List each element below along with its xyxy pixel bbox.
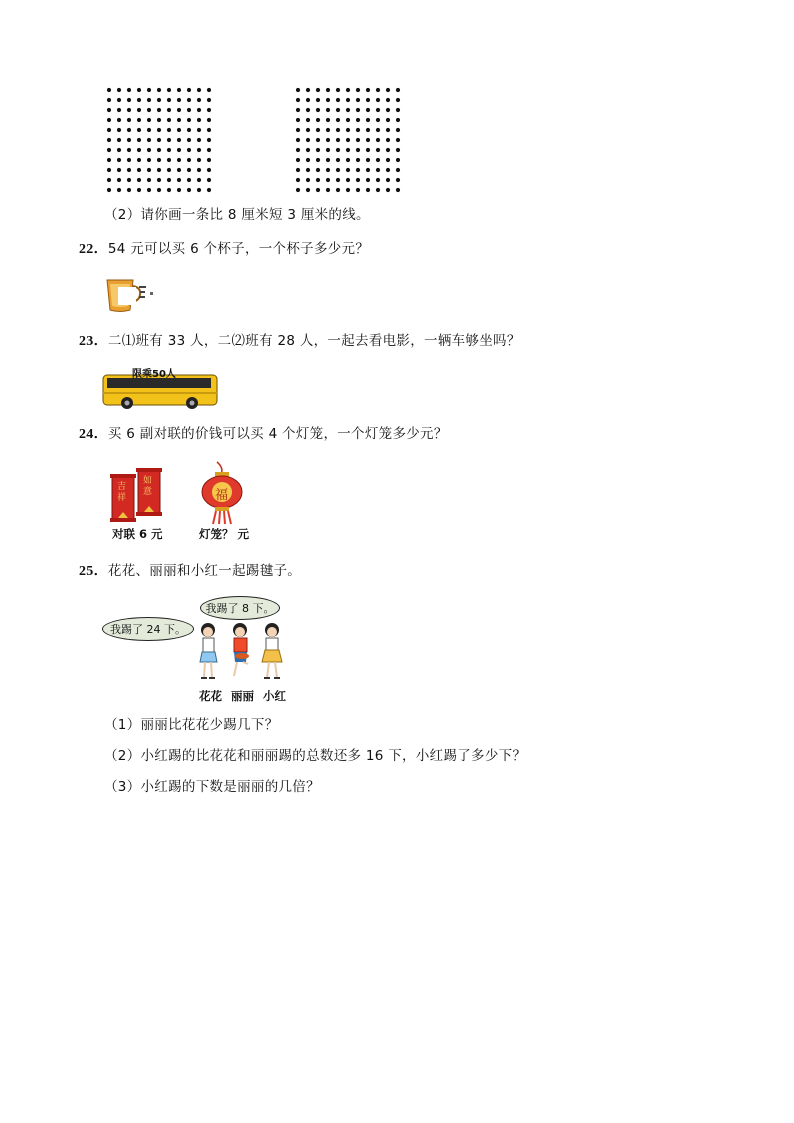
grid-dot (157, 98, 161, 102)
grid-dot (356, 178, 360, 182)
grid-dot (306, 98, 310, 102)
grid-dot (396, 88, 400, 92)
grid-dot (127, 158, 131, 162)
grid-dot (386, 178, 390, 182)
grid-dot (356, 118, 360, 122)
grid-dot (336, 158, 340, 162)
grid-dot (316, 148, 320, 152)
grid-dot (147, 88, 151, 92)
grid-dot (207, 128, 211, 132)
grid-dot (117, 158, 121, 162)
grid-dot (356, 168, 360, 172)
grid-dot (207, 168, 211, 172)
grid-dot (396, 118, 400, 122)
grid-dot (117, 148, 121, 152)
grid-dot (177, 148, 181, 152)
grid-dot (187, 108, 191, 112)
grid-dot (326, 128, 330, 132)
grid-dot (326, 88, 330, 92)
grid-dot (117, 178, 121, 182)
grid-dot (137, 108, 141, 112)
grid-dot (187, 98, 191, 102)
grid-dot (366, 128, 370, 132)
grid-dot (326, 168, 330, 172)
grid-dot (396, 158, 400, 162)
grid-dot (346, 178, 350, 182)
grid-dot (316, 158, 320, 162)
grid-dot (296, 138, 300, 142)
grid-dot (296, 88, 300, 92)
grid-dot (107, 178, 111, 182)
grid-dot (117, 168, 121, 172)
grid-dot (117, 128, 121, 132)
grid-dot (296, 158, 300, 162)
grid-dot (306, 138, 310, 142)
grid-dot (306, 108, 310, 112)
grid-dot (187, 88, 191, 92)
grid-dot (157, 158, 161, 162)
grid-dot (167, 148, 171, 152)
grid-dot (137, 138, 141, 142)
grid-dot (197, 148, 201, 152)
grid-dot (187, 178, 191, 182)
grid-dot (386, 108, 390, 112)
grid-dot (336, 178, 340, 182)
grid-dot (137, 158, 141, 162)
grid-dot (177, 88, 181, 92)
grid-dot (177, 128, 181, 132)
speech-bubble-huahua: 我踢了 24 下。 (102, 617, 194, 641)
couplet-left-text: 吉祥 (117, 482, 127, 503)
q25-line (79, 562, 301, 581)
grid-dot (326, 178, 330, 182)
grid-dot (167, 108, 171, 112)
grid-dot (356, 98, 360, 102)
grid-dot (187, 128, 191, 132)
grid-dot (127, 108, 131, 112)
grid-dot (326, 188, 330, 192)
grid-dot (117, 88, 121, 92)
grid-dot (167, 118, 171, 122)
grid-dot (346, 108, 350, 112)
grid-dot (207, 118, 211, 122)
grid-dot (197, 178, 201, 182)
children-illustration (196, 618, 286, 686)
grid-dot (316, 88, 320, 92)
grid-dot (147, 148, 151, 152)
grid-dot (117, 138, 121, 142)
grid-dot (346, 88, 350, 92)
grid-dot (197, 108, 201, 112)
grid-dot (167, 138, 171, 142)
grid-dot (366, 148, 370, 152)
grid-dot (296, 168, 300, 172)
grid-dot (157, 118, 161, 122)
dot-grid-right (293, 85, 403, 195)
q23-line (79, 332, 521, 351)
grid-dot (117, 188, 121, 192)
grid-dot (137, 128, 141, 132)
grid-dot (147, 158, 151, 162)
grid-dot (117, 118, 121, 122)
grid-dot (326, 108, 330, 112)
grid-dot (157, 188, 161, 192)
q25-number: 25． (79, 564, 108, 579)
grid-dot (326, 98, 330, 102)
grid-dot (107, 98, 111, 102)
grid-dot (127, 188, 131, 192)
grid-dot (167, 178, 171, 182)
grid-dot (306, 88, 310, 92)
grid-dot (147, 118, 151, 122)
grid-dot (356, 188, 360, 192)
grid-dot (346, 138, 350, 142)
grid-dot (306, 168, 310, 172)
grid-dot (306, 178, 310, 182)
grid-dot (157, 168, 161, 172)
grid-dot (366, 178, 370, 182)
grid-dot (147, 168, 151, 172)
speech-bubble-lili: 我踢了 8 下。 (200, 596, 280, 620)
grid-dot (386, 148, 390, 152)
grid-dot (107, 158, 111, 162)
q24-text: 买 6 副对联的价钱可以买 4 个灯笼，一个灯笼多少元？ (107, 426, 448, 442)
grid-dot (117, 98, 121, 102)
grid-dot (316, 98, 320, 102)
grid-dot (167, 88, 171, 92)
grid-dot (296, 188, 300, 192)
grid-dot (306, 158, 310, 162)
q25-part2: （2）小红踢的比花花和丽丽踢的总数还多 16 下，小红踢了多少下？ (104, 748, 527, 764)
grid-dot (147, 108, 151, 112)
grid-dot (177, 178, 181, 182)
grid-dot (396, 178, 400, 182)
grid-dot (366, 158, 370, 162)
grid-dot (386, 88, 390, 92)
grid-dot (137, 88, 141, 92)
grid-dot (396, 108, 400, 112)
grid-dot (107, 138, 111, 142)
grid-dot (147, 128, 151, 132)
grid-dot (336, 108, 340, 112)
grid-dot (187, 118, 191, 122)
grid-dot (157, 138, 161, 142)
grid-dot (107, 128, 111, 132)
grid-dot (197, 118, 201, 122)
grid-dot (386, 168, 390, 172)
grid-dot (207, 108, 211, 112)
grid-dot (177, 158, 181, 162)
grid-dot (107, 118, 111, 122)
grid-dot (157, 178, 161, 182)
grid-dot (296, 108, 300, 112)
grid-dot (346, 188, 350, 192)
grid-dot (376, 88, 380, 92)
q24-number: 24． (79, 427, 108, 442)
grid-dot (197, 138, 201, 142)
grid-dot (296, 148, 300, 152)
grid-dot (346, 118, 350, 122)
grid-dot (177, 108, 181, 112)
bus-capacity-label: 限乘50人 (132, 369, 176, 380)
grid-dot (127, 138, 131, 142)
grid-dot (396, 148, 400, 152)
grid-dot (177, 138, 181, 142)
grid-dot (366, 98, 370, 102)
grid-dot (316, 108, 320, 112)
grid-dot (107, 168, 111, 172)
grid-dot (147, 98, 151, 102)
grid-dot (207, 158, 211, 162)
grid-dot (376, 158, 380, 162)
grid-dot (396, 98, 400, 102)
grid-dot (207, 178, 211, 182)
grid-dot (316, 168, 320, 172)
grid-dot (187, 188, 191, 192)
grid-dot (177, 98, 181, 102)
name-huahua: 花花 (199, 689, 222, 703)
q22-line (79, 240, 369, 259)
grid-dot (127, 118, 131, 122)
grid-dot (167, 188, 171, 192)
grid-dot (147, 178, 151, 182)
grid-dot (376, 138, 380, 142)
dot-grid-left (104, 85, 214, 195)
grid-dot (197, 98, 201, 102)
grid-dot (137, 118, 141, 122)
q22-text: 54 元可以买 6 个杯子，一个杯子多少元？ (107, 241, 370, 257)
q25-part1: （1）丽丽比花花少踢几下？ (104, 717, 279, 733)
grid-dot (107, 88, 111, 92)
grid-dot (386, 98, 390, 102)
grid-dot (197, 88, 201, 92)
grid-dot (197, 168, 201, 172)
q25-text: 花花、丽丽和小红一起踢毽子。 (107, 563, 302, 579)
grid-dot (177, 118, 181, 122)
grid-dot (336, 148, 340, 152)
grid-dot (336, 188, 340, 192)
grid-dot (187, 158, 191, 162)
q24-line (79, 425, 448, 444)
grid-dot (197, 128, 201, 132)
grid-dot (356, 108, 360, 112)
grid-dot (207, 88, 211, 92)
grid-dot (157, 88, 161, 92)
grid-dot (147, 188, 151, 192)
grid-dot (376, 98, 380, 102)
grid-dot (366, 168, 370, 172)
grid-dot (127, 98, 131, 102)
grid-dot (157, 148, 161, 152)
q25-part3: （3）小红踢的下数是丽丽的几倍？ (104, 779, 320, 795)
grid-dot (187, 168, 191, 172)
grid-dot (366, 88, 370, 92)
grid-dot (386, 138, 390, 142)
grid-dot (296, 178, 300, 182)
grid-dot (167, 158, 171, 162)
grid-dot (366, 138, 370, 142)
grid-dot (187, 138, 191, 142)
grid-dot (386, 158, 390, 162)
grid-dot (356, 138, 360, 142)
grid-dot (316, 128, 320, 132)
grid-dot (137, 188, 141, 192)
grid-dot (107, 188, 111, 192)
grid-dot (147, 138, 151, 142)
grid-dot (296, 98, 300, 102)
name-xiaohong: 小红 (263, 689, 286, 703)
grid-dot (336, 98, 340, 102)
q21-part2: （2）请你画一条比 8 厘米短 3 厘米的线。 (104, 207, 370, 223)
grid-dot (376, 118, 380, 122)
grid-dot (167, 98, 171, 102)
q23-number: 23． (79, 334, 108, 349)
grid-dot (306, 188, 310, 192)
grid-dot (356, 148, 360, 152)
q22-number: 22． (79, 242, 108, 257)
grid-dot (326, 138, 330, 142)
grid-dot (386, 188, 390, 192)
grid-dot (396, 128, 400, 132)
grid-dot (396, 138, 400, 142)
grid-dot (356, 88, 360, 92)
grid-dot (306, 118, 310, 122)
grid-dot (346, 168, 350, 172)
grid-dot (207, 98, 211, 102)
caption-couplet: 对联 6 元 (112, 527, 163, 541)
grid-dot (396, 168, 400, 172)
grid-dot (127, 148, 131, 152)
grid-dot (376, 108, 380, 112)
grid-dot (207, 138, 211, 142)
grid-dot (177, 168, 181, 172)
grid-dot (336, 168, 340, 172)
grid-dot (336, 128, 340, 132)
grid-dot (316, 188, 320, 192)
grid-dot (366, 188, 370, 192)
lantern-image (199, 460, 249, 526)
grid-dot (376, 188, 380, 192)
grid-dot (296, 128, 300, 132)
grid-dot (376, 128, 380, 132)
grid-dot (316, 118, 320, 122)
grid-dot (117, 108, 121, 112)
grid-dot (177, 188, 181, 192)
grid-dot (356, 128, 360, 132)
grid-dot (366, 108, 370, 112)
grid-dot (316, 178, 320, 182)
couplet-right-text: 如意 (143, 476, 153, 497)
couplet-image (108, 468, 168, 526)
grid-dot (326, 158, 330, 162)
grid-dot (346, 98, 350, 102)
grid-dot (127, 128, 131, 132)
grid-dot (306, 148, 310, 152)
grid-dot (376, 178, 380, 182)
grid-dot (107, 108, 111, 112)
lantern-fu-char: 福 (215, 488, 229, 503)
grid-dot (167, 128, 171, 132)
grid-dot (127, 178, 131, 182)
grid-dot (316, 138, 320, 142)
grid-dot (366, 118, 370, 122)
grid-dot (386, 118, 390, 122)
caption-lantern: 灯笼？ 元 (199, 527, 250, 541)
grid-dot (167, 168, 171, 172)
grid-dot (296, 118, 300, 122)
grid-dot (207, 188, 211, 192)
grid-dot (207, 148, 211, 152)
grid-dot (137, 178, 141, 182)
grid-dot (336, 138, 340, 142)
name-lili: 丽丽 (231, 689, 254, 703)
q23-text: 二⑴班有 33 人，二⑵班有 28 人，一起去看电影，一辆车够坐吗？ (107, 333, 521, 349)
grid-dot (157, 128, 161, 132)
grid-dot (127, 88, 131, 92)
grid-dot (127, 168, 131, 172)
grid-dot (336, 88, 340, 92)
grid-dot (376, 168, 380, 172)
grid-dot (326, 148, 330, 152)
grid-dot (346, 128, 350, 132)
grid-dot (336, 118, 340, 122)
grid-dot (137, 148, 141, 152)
bus-image (102, 365, 220, 409)
cup-image (103, 274, 161, 314)
grid-dot (376, 148, 380, 152)
grid-dot (197, 188, 201, 192)
grid-dot (137, 168, 141, 172)
grid-dot (187, 148, 191, 152)
grid-dot (157, 108, 161, 112)
grid-dot (137, 98, 141, 102)
grid-dot (396, 188, 400, 192)
grid-dot (107, 148, 111, 152)
grid-dot (356, 158, 360, 162)
grid-dot (306, 128, 310, 132)
grid-dot (326, 118, 330, 122)
grid-dot (346, 148, 350, 152)
grid-dot (386, 128, 390, 132)
grid-dot (197, 158, 201, 162)
grid-dot (346, 158, 350, 162)
